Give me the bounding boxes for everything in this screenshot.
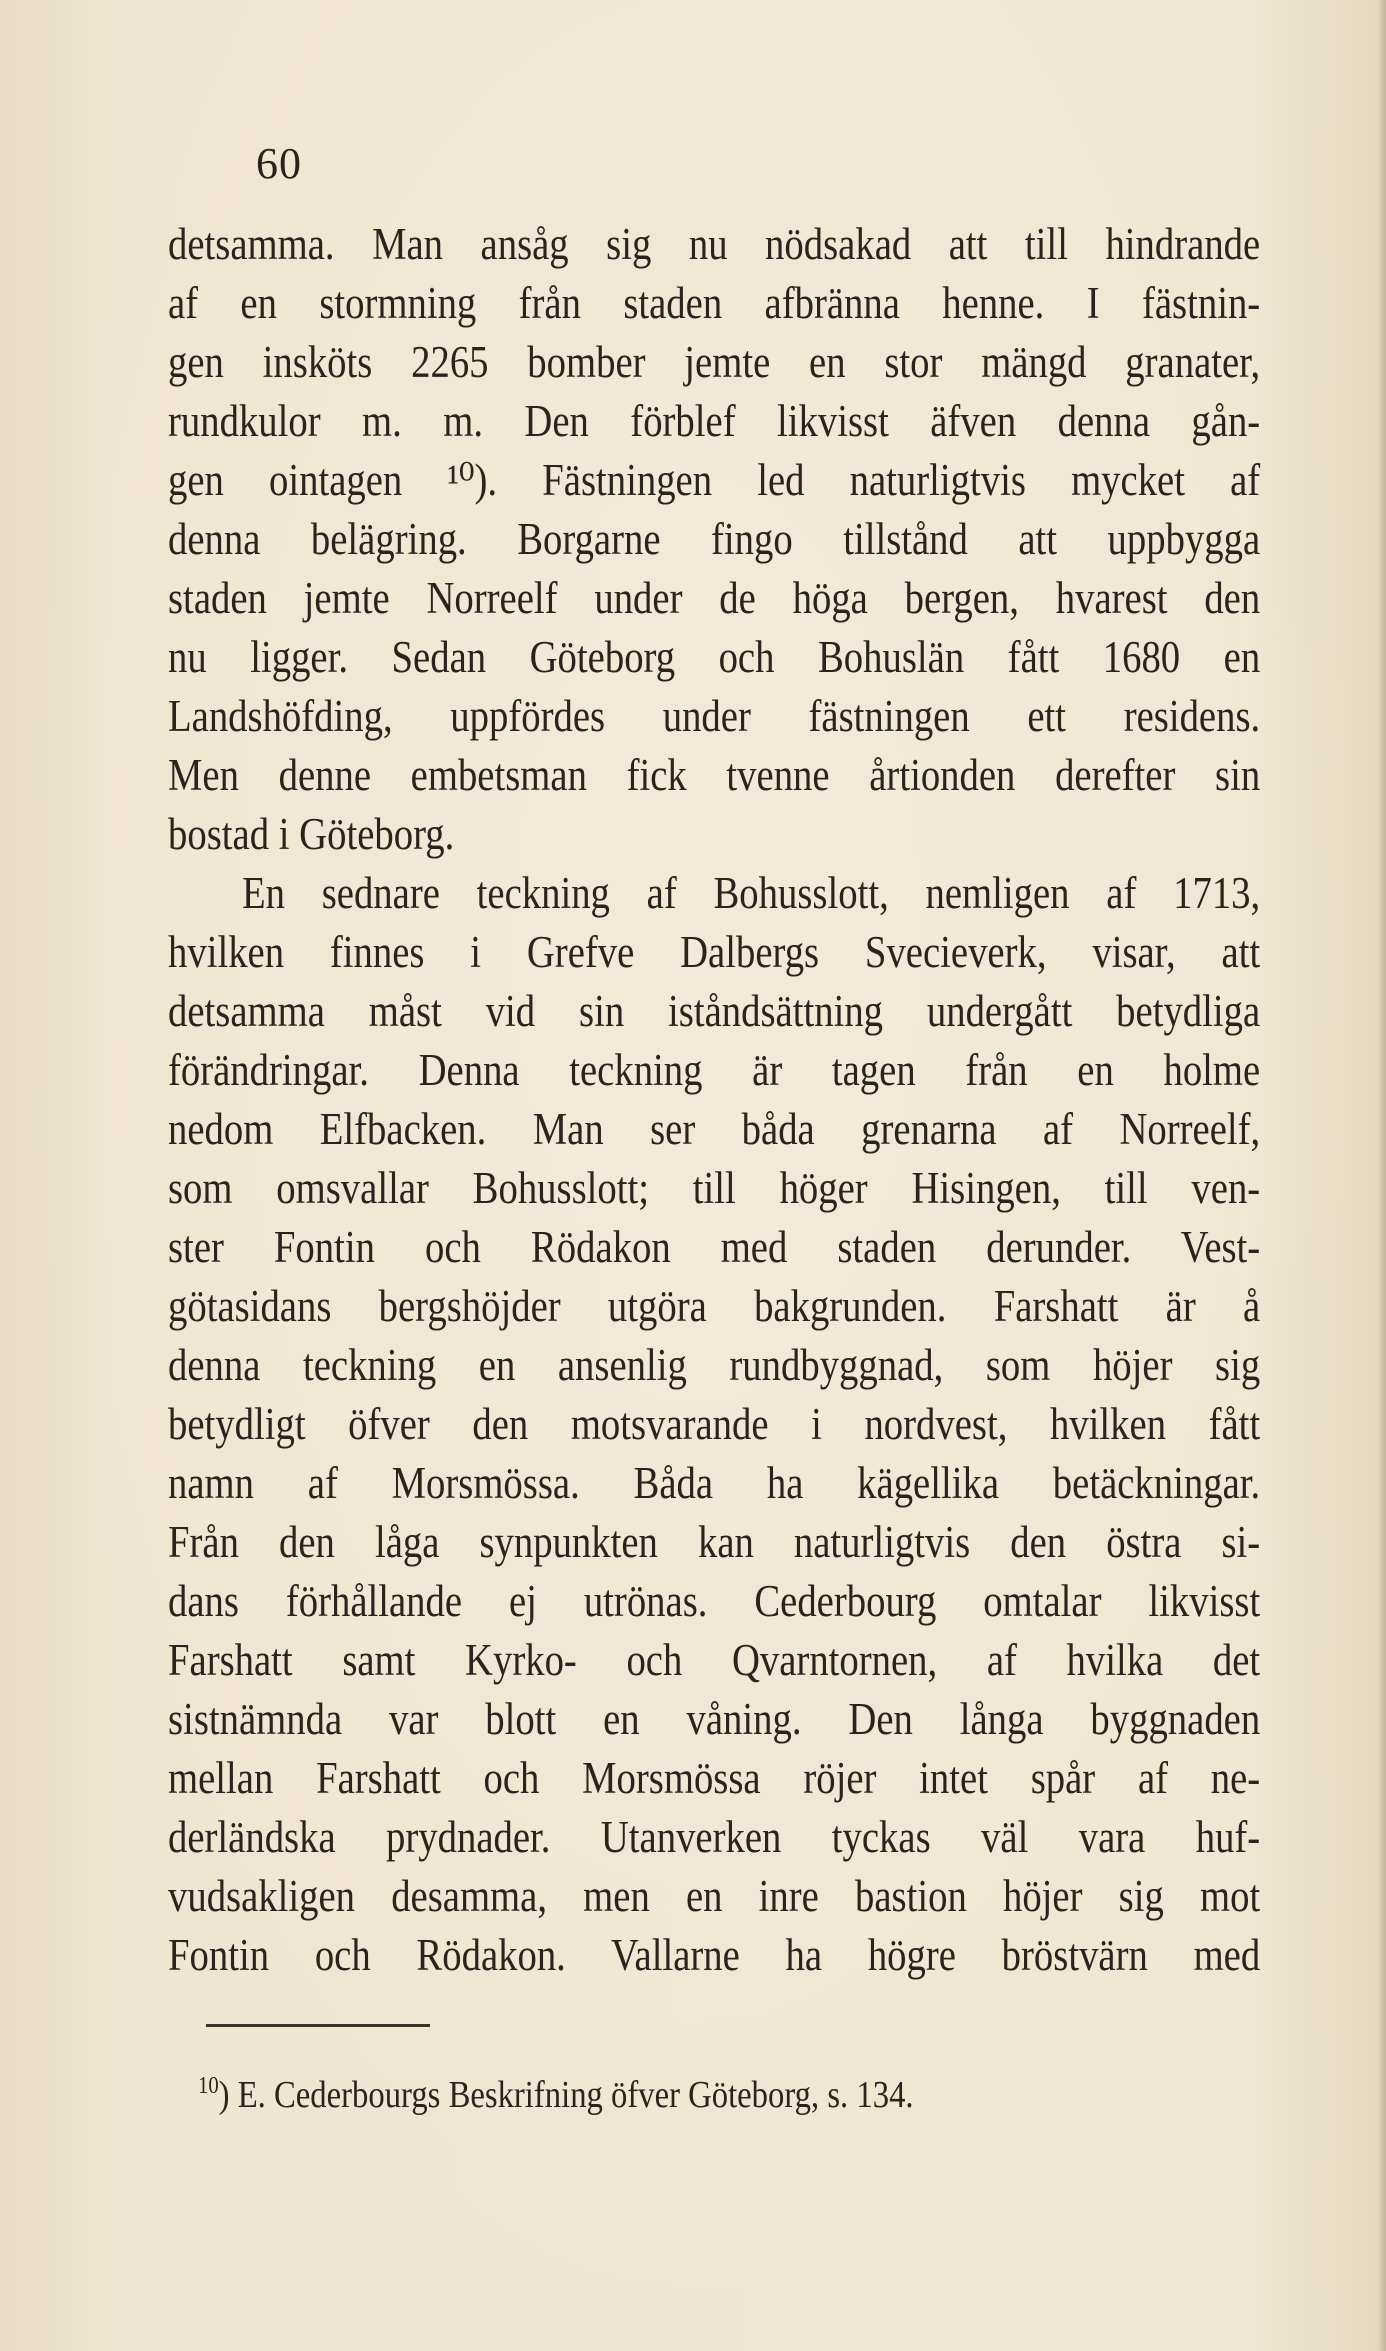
text-line: nu ligger. Sedan Göteborg och Bohuslän fått 1680 en xyxy=(168,632,1261,682)
footnote-divider xyxy=(206,2024,430,2027)
text-line: rundkulor m. m. Den förblef likvisst äfven denna gån- xyxy=(168,396,1261,446)
text-line: gen insköts 2265 bomber jemte en stor mängd granater, xyxy=(168,337,1261,387)
text-line: som omsvallar Bohusslott; till höger Hisingen, till ven- xyxy=(168,1163,1261,1213)
text-line: detsamma. Man ansåg sig nu nödsakad att till hindrande xyxy=(168,219,1261,269)
text-line: götasidans bergshöjder utgöra bakgrunden. Farshatt är å xyxy=(168,1281,1261,1331)
text-line: denna belägring. Borgarne fingo tillstånd att uppbygga xyxy=(168,514,1261,564)
text-line: Men denne embetsman fick tvenne årtionden derefter sin xyxy=(168,750,1261,800)
text-line: derländska prydnader. Utanverken tyckas väl vara huf- xyxy=(168,1812,1261,1862)
text-line-paragraph-start: En sednare teckning af Bohusslott, nemligen af 1713, xyxy=(241,868,1261,918)
text-line: denna teckning en ansenlig rundbyggnad, som höjer sig xyxy=(168,1340,1261,1390)
text-line: förändringar. Denna teckning är tagen från en holme xyxy=(168,1045,1261,1095)
text-line: dans förhållande ej utrönas. Cederbourg omtalar likvisst xyxy=(168,1576,1261,1626)
text-line: vudsakligen desamma, men en inre bastion höjer sig mot xyxy=(168,1871,1261,1921)
text-line: Fontin och Rödakon. Vallarne ha högre bröstvärn med xyxy=(168,1930,1261,1980)
text-line: Farshatt samt Kyrko- och Qvarntornen, af hvilka det xyxy=(168,1635,1261,1685)
text-line: gen ointagen ¹⁰). Fästningen led naturligtvis mycket af xyxy=(168,455,1261,505)
footnote-text: ) E. Cederbourgs Beskrifning öfver Göteborg, s. 134. xyxy=(218,2074,914,2116)
text-line: ster Fontin och Rödakon med staden derunder. Vest- xyxy=(168,1222,1261,1272)
page-edge-shadow xyxy=(1378,0,1386,2351)
text-line: nedom Elfbacken. Man ser båda grenarna af Norreelf, xyxy=(168,1104,1261,1154)
text-line-paragraph-end: bostad i Göteborg. xyxy=(168,809,455,859)
text-line: Landshöfding, uppfördes under fästningen ett residens. xyxy=(168,691,1261,741)
text-line: sistnämnda var blott en våning. Den långa byggnaden xyxy=(168,1694,1261,1744)
text-line: mellan Farshatt och Morsmössa röjer intet spår af ne- xyxy=(168,1753,1261,1803)
text-line: staden jemte Norreelf under de höga bergen, hvarest den xyxy=(168,573,1261,623)
text-line: namn af Morsmössa. Båda ha kägellika betäckningar. xyxy=(168,1458,1261,1508)
footnote xyxy=(198,2062,914,2119)
text-line: af en stormning från staden afbränna henne. I fästnin- xyxy=(168,278,1261,328)
body-text xyxy=(168,215,1260,1985)
footnote-mark: 10 xyxy=(198,2073,219,2099)
text-line: betydligt öfver den motsvarande i nordvest, hvilken fått xyxy=(168,1399,1261,1449)
page-number: 60 xyxy=(256,139,302,188)
text-line: Från den låga synpunkten kan naturligtvis den östra si- xyxy=(168,1517,1261,1567)
text-line: hvilken finnes i Grefve Dalbergs Svecieverk, visar, att xyxy=(168,927,1261,977)
text-line: detsamma måst vid sin iståndsättning undergått betydliga xyxy=(168,986,1261,1036)
